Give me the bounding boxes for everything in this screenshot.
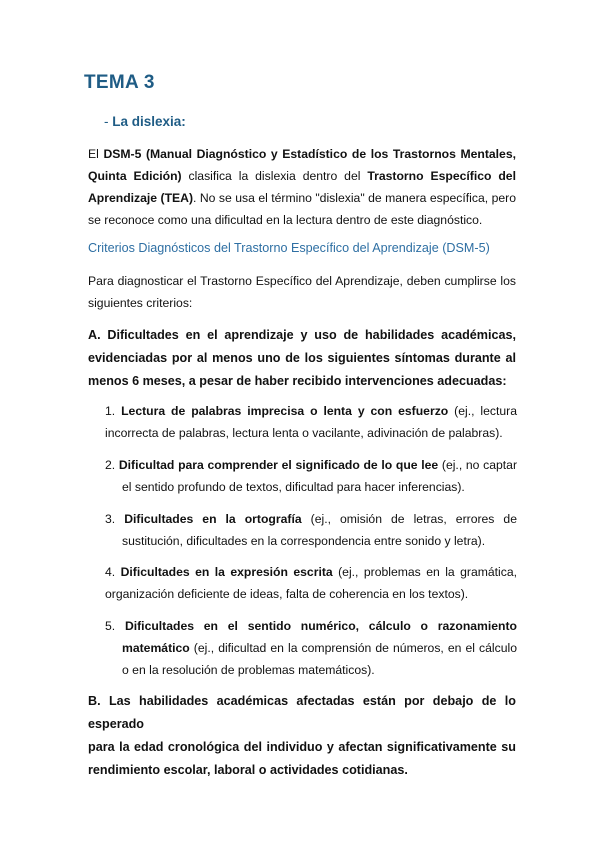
section-a-line-2: evidenciadas por al menos uno de los siguientes síntomas durante al [88,351,516,365]
intro-line-2 [88,165,516,187]
item-bold: Dificultad para comprender el significado de lo que lee [118,458,439,472]
item-bold: Dificultades en la expresión escrita [120,565,333,579]
intro-paragraph [88,143,516,231]
criteria-intro [88,270,516,314]
intro-bold: Aprendizaje (TEA) [88,191,194,205]
section-subheading [104,114,186,129]
item-1-line-2: incorrecta de palabras, lectura lenta o vacilante, adivinación de palabras). [105,426,503,440]
criteria-intro-line-2: siguientes criterios: [88,296,193,310]
criterion-item-5 [105,615,517,681]
criterion-item-2 [105,454,517,498]
item-number: 2. [105,458,119,472]
intro-line-4: se reconoce como una dificultad en la lectura dentro de este diagnóstico. [88,213,483,227]
section-b-line-2: para la edad cronológica del individuo y afectan significativamente su [88,740,516,754]
section-b-line-1: B. Las habilidades académicas afectadas están por debajo de lo esperado [88,694,516,731]
intro-bold: Quinta Edición) [88,169,182,183]
section-a-line-3: menos 6 meses, a pesar de haber recibido intervenciones adecuadas: [88,374,507,388]
item-1-line-1 [105,400,517,422]
intro-bold: Trastorno Específico del [367,169,516,183]
item-2-line-1 [105,454,517,476]
section-a-line-1: A. Dificultades en el aprendizaje y uso de habilidades académicas, [88,328,516,342]
item-bold: Dificultades en la ortografía [124,512,302,526]
item-3-line-2: sustitución, dificultades en la correspondencia entre sonido y letra). [122,534,486,548]
item-bold: Lectura de palabras imprecisa o lenta y con esfuerzo [121,404,449,418]
intro-bold: DSM-5 (Manual Diagnóstico y Estadístico de los Trastornos Mentales, [103,147,516,161]
item-3-line-1 [105,508,517,530]
item-number: 4. [105,565,121,579]
item-bold: Dificultades en el sentido numérico, cálculo o razonamiento [124,619,517,633]
intro-line-1 [88,143,516,165]
subheading-label: La dislexia: [112,114,186,129]
item-5-line-3: o en la resolución de problemas matemáticos). [122,663,375,677]
criterion-item-4 [105,561,517,605]
item-4-line-2: organización deficiente de ideas, falta de coherencia en los textos). [105,587,469,601]
item-2-line-2: el sentido profundo de textos, dificultad para hacer inferencias). [122,480,465,494]
criterion-item-3 [105,508,517,552]
item-4-line-1 [105,561,517,583]
criteria-intro-line-1: Para diagnosticar el Trastorno Específico del Aprendizaje, deben cumplirse los [88,274,516,288]
subheading-dash: - [104,114,113,129]
criterion-item-1 [105,400,517,444]
item-text: (ej., problemas en la gramática, [332,565,518,579]
intro-text: . No se usa el término "dislexia" de manera específica, pero [193,191,516,205]
item-5-line-2 [105,637,517,659]
section-b-line-3: rendimiento escolar, laboral o actividades cotidianas. [88,763,408,777]
item-text: (ej., lectura [448,404,517,418]
intro-line-3 [88,187,516,209]
item-text: (ej., omisión de letras, errores de [301,512,517,526]
criteria-heading: Criterios Diagnósticos del Trastorno Específico del Aprendizaje (DSM-5) [88,241,490,255]
intro-text: El [88,147,104,161]
item-number: 1. [105,404,122,418]
item-number: 3. [105,512,125,526]
intro-text: clasifica la dislexia dentro del [181,169,368,183]
item-5-line-1 [105,615,517,637]
section-b [88,690,516,782]
page-title: TEMA 3 [84,72,155,93]
item-number: 5. [105,619,125,633]
item-text: (ej., no captar [438,458,518,472]
item-bold: matemático [122,641,190,655]
section-a [88,324,516,393]
item-text: (ej., dificultad en la comprensión de números, en el cálculo [189,641,517,655]
